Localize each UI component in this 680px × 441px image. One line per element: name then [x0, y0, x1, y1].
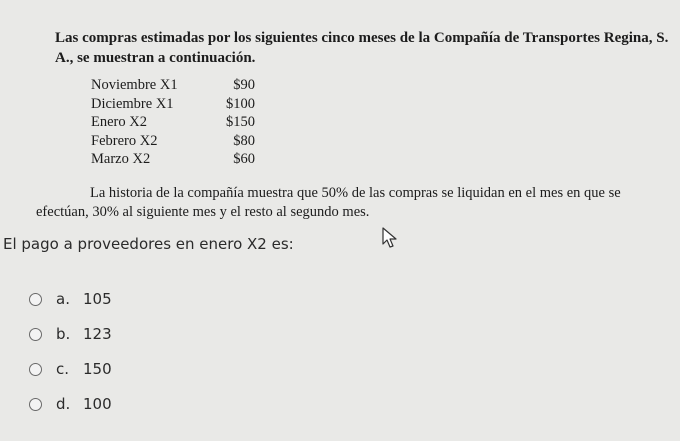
purchase-row: [91, 150, 255, 169]
radio-button[interactable]: [29, 293, 42, 306]
payment-history-text: [36, 184, 666, 222]
purchase-amount: $90: [233, 77, 255, 93]
option-a[interactable]: [29, 290, 112, 308]
arrow-pointer-icon: [381, 227, 399, 249]
option-b[interactable]: [29, 325, 112, 343]
option-value: 100: [83, 395, 112, 413]
purchase-month: Febrero X2: [91, 132, 158, 149]
purchase-row: [91, 132, 255, 151]
option-value: 150: [83, 360, 112, 378]
history-line: efectúan, 30% al siguiente mes y el resto al segundo mes.: [36, 204, 370, 220]
option-letter: a.: [56, 290, 70, 308]
option-letter: d.: [56, 395, 71, 413]
question-text: El pago a proveedores en enero X2 es:: [3, 235, 294, 253]
purchase-row: [91, 113, 255, 132]
problem-intro: Las compras estimadas por los siguientes cinco meses de la Compañía de Transportes Regina, S. A., se muestran a continuación.: [55, 30, 669, 66]
purchase-row: [91, 95, 255, 114]
purchase-amount: $80: [233, 132, 255, 149]
purchase-month: Diciembre X1: [91, 95, 174, 112]
option-value: 105: [83, 290, 112, 308]
radio-button[interactable]: [29, 398, 42, 411]
purchase-month: Noviembre X1: [91, 77, 178, 93]
option-d[interactable]: [29, 395, 112, 413]
option-letter: b.: [56, 325, 71, 343]
radio-button[interactable]: [29, 328, 42, 341]
purchase-row: [91, 76, 255, 95]
purchase-amount: $150: [226, 114, 255, 130]
purchases-table: [91, 76, 255, 169]
option-letter: c.: [56, 360, 70, 378]
purchase-amount: $100: [226, 95, 255, 112]
purchase-month: Marzo X2: [91, 151, 151, 167]
history-line: La historia de la compañía muestra que 50% de las compras se liquidan en el mes en que se: [90, 185, 621, 201]
purchase-amount: $60: [233, 151, 255, 167]
option-c[interactable]: [29, 360, 112, 378]
purchase-month: Enero X2: [91, 114, 147, 130]
radio-button[interactable]: [29, 363, 42, 376]
option-value: 123: [83, 325, 112, 343]
